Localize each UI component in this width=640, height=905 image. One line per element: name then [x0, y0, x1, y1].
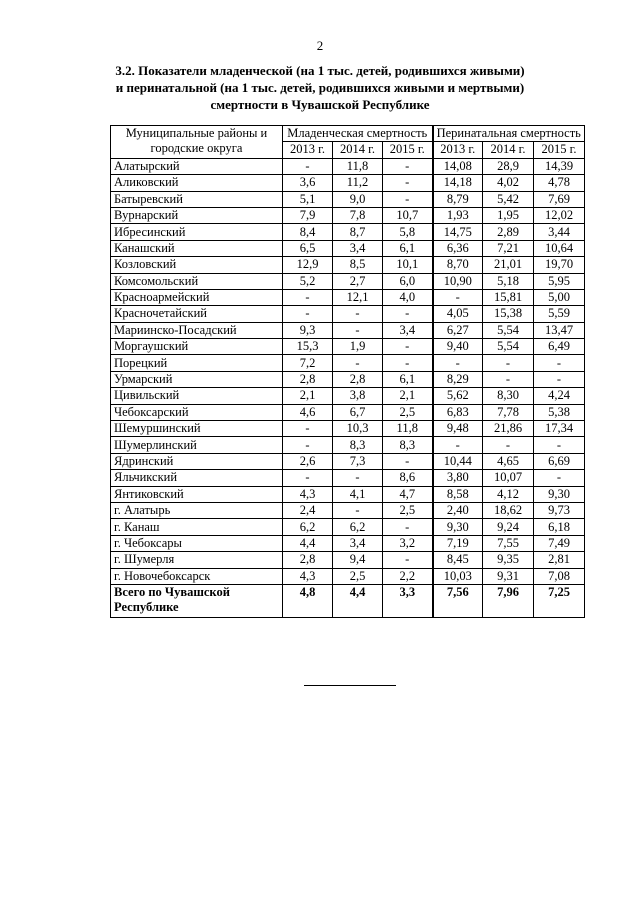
infant-value: 4,1: [333, 486, 383, 502]
table-row: [111, 207, 585, 223]
perinatal-value: -: [534, 355, 585, 371]
table-row: [111, 273, 585, 289]
infant-value: 2,2: [383, 568, 433, 584]
infant-value: -: [383, 175, 433, 191]
infant-value: -: [283, 289, 333, 305]
perinatal-value: -: [534, 470, 585, 486]
infant-value: -: [383, 552, 433, 568]
region-name: Урмарский: [111, 371, 283, 387]
infant-value: 4,3: [283, 568, 333, 584]
infant-value: 4,6: [283, 404, 333, 420]
perinatal-value: 14,08: [433, 158, 483, 174]
infant-value: 6,5: [283, 240, 333, 256]
perinatal-value: 1,95: [483, 207, 534, 223]
perinatal-value: 7,78: [483, 404, 534, 420]
perinatal-value: -: [483, 355, 534, 371]
perinatal-value: 9,48: [433, 421, 483, 437]
header-year: 2013 г.: [283, 142, 333, 158]
region-name: г. Алатырь: [111, 502, 283, 518]
table-row: [111, 371, 585, 387]
region-name: Ибресинский: [111, 224, 283, 240]
perinatal-value: 9,40: [433, 339, 483, 355]
infant-value: -: [283, 470, 333, 486]
perinatal-value: 3,44: [534, 224, 585, 240]
perinatal-value: 5,54: [483, 339, 534, 355]
perinatal-value: 9,73: [534, 502, 585, 518]
header-year: 2015 г.: [383, 142, 433, 158]
perinatal-value: 9,30: [433, 519, 483, 535]
infant-value: 3,2: [383, 535, 433, 551]
infant-value: 2,8: [283, 552, 333, 568]
table-row: [111, 322, 585, 338]
infant-value: 10,1: [383, 257, 433, 273]
infant-value: 12,1: [333, 289, 383, 305]
region-name: Янтиковский: [111, 486, 283, 502]
infant-value: 11,2: [333, 175, 383, 191]
perinatal-value: 4,65: [483, 453, 534, 469]
infant-value: -: [333, 502, 383, 518]
perinatal-value: 8,45: [433, 552, 483, 568]
perinatal-value: 9,24: [483, 519, 534, 535]
infant-value: 3,4: [383, 322, 433, 338]
perinatal-value: -: [534, 371, 585, 387]
infant-value: -: [383, 355, 433, 371]
header-region: Муниципальные районы и городские округа: [111, 126, 283, 159]
perinatal-value: 4,12: [483, 486, 534, 502]
infant-value: -: [383, 306, 433, 322]
table-row: [111, 568, 585, 584]
perinatal-value: 5,59: [534, 306, 585, 322]
infant-value: 3,8: [333, 388, 383, 404]
infant-value: -: [383, 191, 433, 207]
perinatal-value: 13,47: [534, 322, 585, 338]
infant-value: 9,4: [333, 552, 383, 568]
perinatal-value: 5,95: [534, 273, 585, 289]
perinatal-value: 5,54: [483, 322, 534, 338]
infant-value: 9,0: [333, 191, 383, 207]
table-row: [111, 289, 585, 305]
perinatal-value: 7,08: [534, 568, 585, 584]
region-name: Вурнарский: [111, 207, 283, 223]
infant-value: 3,6: [283, 175, 333, 191]
infant-value: 10,7: [383, 207, 433, 223]
table-row: [111, 502, 585, 518]
perinatal-value: -: [483, 371, 534, 387]
perinatal-value: 8,58: [433, 486, 483, 502]
region-name: Порецкий: [111, 355, 283, 371]
region-name: г. Шумерля: [111, 552, 283, 568]
perinatal-value: -: [433, 355, 483, 371]
perinatal-value: 7,19: [433, 535, 483, 551]
perinatal-value: 7,69: [534, 191, 585, 207]
perinatal-value: 15,38: [483, 306, 534, 322]
table-row: [111, 175, 585, 191]
perinatal-value: 4,24: [534, 388, 585, 404]
perinatal-value: 21,86: [483, 421, 534, 437]
perinatal-value: 5,00: [534, 289, 585, 305]
infant-value: 1,9: [333, 339, 383, 355]
infant-value: 4,8: [283, 584, 333, 617]
perinatal-value: 4,78: [534, 175, 585, 191]
table-row: [111, 453, 585, 469]
infant-value: 11,8: [333, 158, 383, 174]
page-title: [90, 62, 550, 113]
region-name: Мариинско-Посадский: [111, 322, 283, 338]
infant-value: 12,9: [283, 257, 333, 273]
infant-value: 8,6: [383, 470, 433, 486]
infant-value: 3,3: [383, 584, 433, 617]
infant-value: 4,4: [333, 584, 383, 617]
table-row: [111, 519, 585, 535]
perinatal-value: -: [433, 437, 483, 453]
infant-value: 7,9: [283, 207, 333, 223]
perinatal-value: 7,21: [483, 240, 534, 256]
perinatal-value: 4,02: [483, 175, 534, 191]
perinatal-value: 12,02: [534, 207, 585, 223]
perinatal-value: 10,07: [483, 470, 534, 486]
perinatal-value: 5,18: [483, 273, 534, 289]
title-line-2: и перинатальной (на 1 тыс. детей, родившихся живыми и мертвыми): [115, 80, 525, 95]
infant-value: 9,3: [283, 322, 333, 338]
perinatal-value: 2,81: [534, 552, 585, 568]
table-body: [111, 158, 585, 617]
perinatal-value: 14,75: [433, 224, 483, 240]
perinatal-value: 28,9: [483, 158, 534, 174]
perinatal-value: 4,05: [433, 306, 483, 322]
header-year: 2014 г.: [333, 142, 383, 158]
region-name: Красночетайский: [111, 306, 283, 322]
infant-value: -: [333, 306, 383, 322]
table-row: [111, 404, 585, 420]
perinatal-value: 7,55: [483, 535, 534, 551]
perinatal-value: 10,64: [534, 240, 585, 256]
region-name: Аликовский: [111, 175, 283, 191]
infant-value: 4,4: [283, 535, 333, 551]
mortality-table: [110, 125, 585, 618]
perinatal-value: 6,69: [534, 453, 585, 469]
infant-value: -: [383, 158, 433, 174]
perinatal-value: 5,42: [483, 191, 534, 207]
region-name: г. Новочебоксарск: [111, 568, 283, 584]
region-name: г. Канаш: [111, 519, 283, 535]
table-row: [111, 306, 585, 322]
infant-value: -: [383, 339, 433, 355]
infant-value: 3,4: [333, 535, 383, 551]
infant-value: 2,5: [333, 568, 383, 584]
infant-value: 15,3: [283, 339, 333, 355]
infant-value: 4,0: [383, 289, 433, 305]
table-row: [111, 470, 585, 486]
perinatal-value: 8,70: [433, 257, 483, 273]
infant-value: 8,3: [333, 437, 383, 453]
infant-value: -: [333, 322, 383, 338]
header-year: 2014 г.: [483, 142, 534, 158]
infant-value: 5,8: [383, 224, 433, 240]
header-year: 2013 г.: [433, 142, 483, 158]
region-name: Яльчикский: [111, 470, 283, 486]
infant-value: 7,3: [333, 453, 383, 469]
header-infant: Младенческая смертность: [283, 126, 433, 142]
perinatal-value: -: [534, 437, 585, 453]
infant-value: 2,5: [383, 404, 433, 420]
perinatal-value: -: [483, 437, 534, 453]
perinatal-value: 6,27: [433, 322, 483, 338]
perinatal-value: 21,01: [483, 257, 534, 273]
perinatal-value: -: [433, 289, 483, 305]
perinatal-value: 5,38: [534, 404, 585, 420]
perinatal-value: 8,30: [483, 388, 534, 404]
table-row: [111, 552, 585, 568]
infant-value: -: [333, 470, 383, 486]
table-row: [111, 437, 585, 453]
title-line-1: 3.2. Показатели младенческой (на 1 тыс. детей, родившихся живыми): [115, 63, 525, 78]
table-row: [111, 224, 585, 240]
perinatal-value: 2,89: [483, 224, 534, 240]
perinatal-value: 2,40: [433, 502, 483, 518]
infant-value: -: [333, 355, 383, 371]
table-row: [111, 388, 585, 404]
perinatal-value: 9,31: [483, 568, 534, 584]
infant-value: 2,8: [333, 371, 383, 387]
region-name: Алатырский: [111, 158, 283, 174]
infant-value: 2,8: [283, 371, 333, 387]
table-row: [111, 486, 585, 502]
infant-value: 6,2: [283, 519, 333, 535]
infant-value: 2,1: [383, 388, 433, 404]
perinatal-value: 7,49: [534, 535, 585, 551]
infant-value: 8,7: [333, 224, 383, 240]
perinatal-value: 5,62: [433, 388, 483, 404]
perinatal-value: 19,70: [534, 257, 585, 273]
table-row: [111, 535, 585, 551]
infant-value: 4,7: [383, 486, 433, 502]
infant-value: 2,6: [283, 453, 333, 469]
region-name: г. Чебоксары: [111, 535, 283, 551]
total-label: Всего по Чувашской Республике: [111, 584, 283, 617]
region-name: Ядринский: [111, 453, 283, 469]
infant-value: 6,7: [333, 404, 383, 420]
infant-value: 8,3: [383, 437, 433, 453]
infant-value: 6,2: [333, 519, 383, 535]
title-line-3: смертности в Чувашской Республике: [210, 97, 430, 112]
infant-value: -: [283, 421, 333, 437]
region-name: Комсомольский: [111, 273, 283, 289]
region-name: Шемуршинский: [111, 421, 283, 437]
perinatal-value: 6,83: [433, 404, 483, 420]
perinatal-value: 10,03: [433, 568, 483, 584]
region-name: Батыревский: [111, 191, 283, 207]
infant-value: 2,7: [333, 273, 383, 289]
infant-value: -: [283, 437, 333, 453]
table-row: [111, 240, 585, 256]
perinatal-value: 18,62: [483, 502, 534, 518]
infant-value: 7,8: [333, 207, 383, 223]
perinatal-value: 9,35: [483, 552, 534, 568]
region-name: Шумерлинский: [111, 437, 283, 453]
perinatal-value: 6,36: [433, 240, 483, 256]
perinatal-value: 14,18: [433, 175, 483, 191]
infant-value: 2,4: [283, 502, 333, 518]
header-year: 2015 г.: [534, 142, 585, 158]
infant-value: 2,5: [383, 502, 433, 518]
infant-value: 5,1: [283, 191, 333, 207]
perinatal-value: 6,49: [534, 339, 585, 355]
infant-value: 2,1: [283, 388, 333, 404]
infant-value: 11,8: [383, 421, 433, 437]
table-row: [111, 355, 585, 371]
perinatal-value: 15,81: [483, 289, 534, 305]
region-name: Козловский: [111, 257, 283, 273]
table-row: [111, 158, 585, 174]
infant-value: -: [283, 306, 333, 322]
region-name: Чебоксарский: [111, 404, 283, 420]
table-total-row: [111, 584, 585, 617]
table-row: [111, 257, 585, 273]
infant-value: 4,3: [283, 486, 333, 502]
infant-value: -: [383, 519, 433, 535]
infant-value: 8,5: [333, 257, 383, 273]
perinatal-value: 7,96: [483, 584, 534, 617]
perinatal-value: 10,90: [433, 273, 483, 289]
region-name: Моргаушский: [111, 339, 283, 355]
perinatal-value: 1,93: [433, 207, 483, 223]
infant-value: 6,0: [383, 273, 433, 289]
perinatal-value: 9,30: [534, 486, 585, 502]
infant-value: -: [383, 453, 433, 469]
infant-value: 3,4: [333, 240, 383, 256]
infant-value: 8,4: [283, 224, 333, 240]
perinatal-value: 7,56: [433, 584, 483, 617]
perinatal-value: 6,18: [534, 519, 585, 535]
region-name: Канашский: [111, 240, 283, 256]
perinatal-value: 17,34: [534, 421, 585, 437]
footer-rule: [304, 685, 396, 686]
page-number: 2: [316, 38, 324, 53]
perinatal-value: 3,80: [433, 470, 483, 486]
header-perinatal: Перинатальная смертность: [433, 126, 585, 142]
infant-value: 7,2: [283, 355, 333, 371]
infant-value: 6,1: [383, 371, 433, 387]
infant-value: 10,3: [333, 421, 383, 437]
perinatal-value: 7,25: [534, 584, 585, 617]
infant-value: 6,1: [383, 240, 433, 256]
table-row: [111, 421, 585, 437]
infant-value: 5,2: [283, 273, 333, 289]
perinatal-value: 10,44: [433, 453, 483, 469]
region-name: Цивильский: [111, 388, 283, 404]
perinatal-value: 14,39: [534, 158, 585, 174]
table-row: [111, 339, 585, 355]
region-name: Красноармейский: [111, 289, 283, 305]
table-row: [111, 191, 585, 207]
infant-value: -: [283, 158, 333, 174]
perinatal-value: 8,29: [433, 371, 483, 387]
perinatal-value: 8,79: [433, 191, 483, 207]
